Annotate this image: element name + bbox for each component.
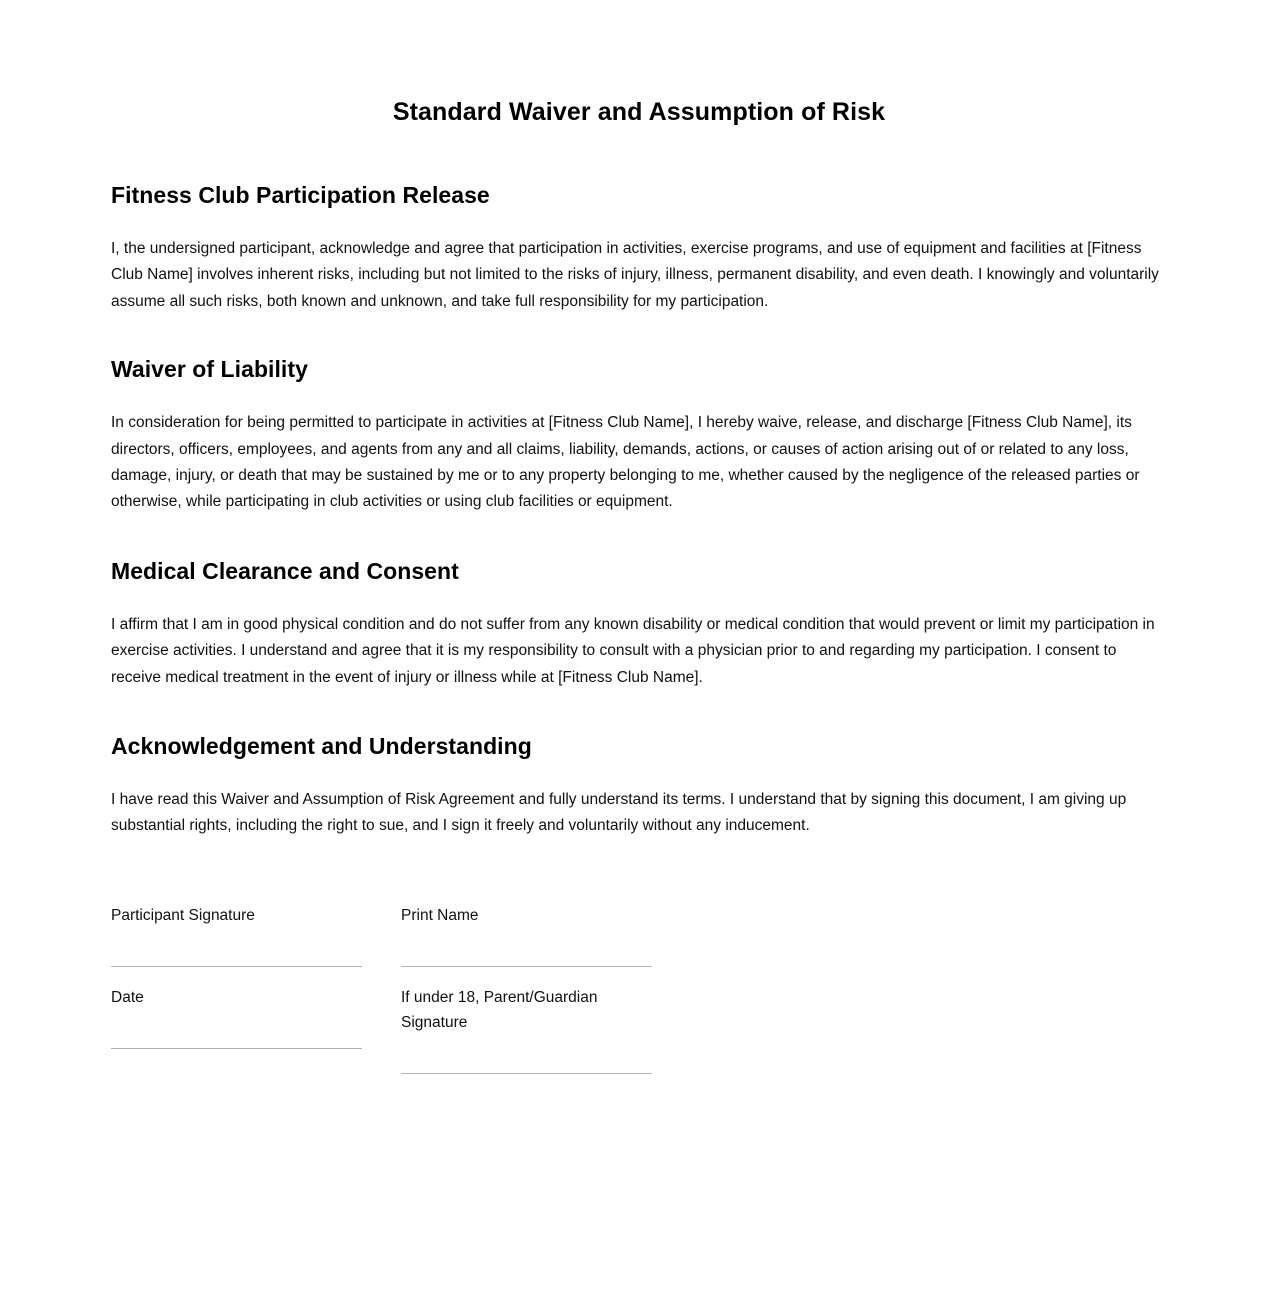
signature-field-participant-signature (111, 903, 401, 967)
section-paragraph: In consideration for being permitted to participate in activities at [Fitness Club Name], I hereby waive, release, and discharge [Fitness Club Name], its directors, officers, employees, and agents from any and all claims, liability, demands, actions, or causes of action arising out of or related to any loss, damage, injury, or death that may be sustained by me or to any property belonging to me, whether caused by the negligence of the released parties or otherwise, while participating in club activities or using club facilities or equipment. (111, 414, 1140, 511)
section-waiver-of-liability (111, 355, 1167, 516)
signature-line-participant-signature[interactable] (111, 966, 362, 967)
section-paragraph: I have read this Waiver and Assumption of Risk Agreement and fully understand its terms. I understand that by signing this document, I am giving up substantial rights, including the right to sue, and I sign it freely and voluntarily without any inducement. (111, 791, 1127, 835)
section-heading: Medical Clearance and Consent (111, 557, 459, 584)
signature-field-label: If under 18, Parent/Guardian Signature (401, 988, 598, 1031)
section-acknowledgement-and-understanding (111, 732, 1167, 840)
document-content (111, 0, 1167, 1074)
signature-field-label: Date (111, 988, 144, 1006)
signature-field-print-name (401, 903, 653, 967)
section-heading: Waiver of Liability (111, 356, 308, 383)
section-fitness-club-participation-release (111, 181, 1167, 315)
signature-field-label: Participant Signature (111, 906, 255, 924)
signature-line-print-name[interactable] (401, 966, 652, 967)
section-paragraph: I affirm that I am in good physical condition and do not suffer from any known disability or medical condition that would prevent or limit my participation in exercise activities. I understand and agree that it is my responsibility to consult with a physician prior to and regarding my participation. I consent to receive medical treatment in the event of injury or illness while at [Fitness Club Name]. (111, 615, 1155, 686)
signature-block (111, 903, 1167, 1074)
signature-field-label: Print Name (401, 906, 479, 924)
section-medical-clearance-and-consent (111, 557, 1167, 691)
section-heading: Fitness Club Participation Release (111, 182, 490, 208)
page-title: Standard Waiver and Assumption of Risk (392, 98, 886, 126)
signature-line-date[interactable] (111, 1048, 362, 1049)
signature-line-guardian-signature[interactable] (401, 1073, 652, 1074)
section-heading: Acknowledgement and Understanding (111, 733, 532, 760)
signature-field-guardian-signature (401, 985, 653, 1074)
section-paragraph: I, the undersigned participant, acknowledge and agree that participation in activities, exercise programs, and use of equipment and facilities at [Fitness Club Name] involves inherent risks, including but not limited to the risks of injury, illness, permanent disability, and even death. I knowingly and voluntarily assume all such risks, both known and unknown, and take full responsibility for my participation. (111, 240, 1159, 310)
signature-field-date (111, 985, 401, 1074)
